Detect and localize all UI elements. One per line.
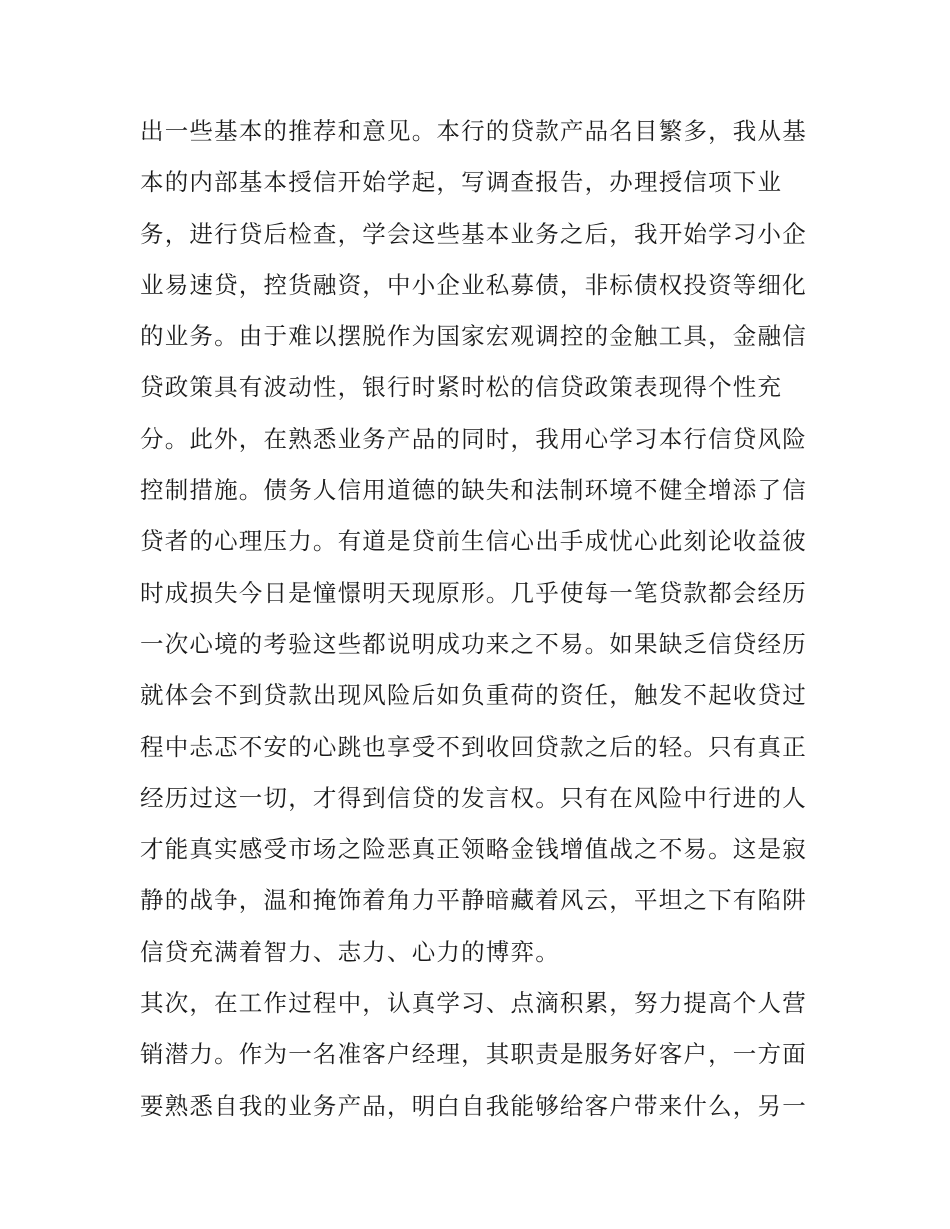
text-line: 才能真实感受市场之险恶真正领略金钱增值战之不易。这是寂 — [140, 835, 807, 864]
body-text — [140, 106, 820, 1132]
text-line: 静的战争，温和掩饰着角力平静暗藏着风云，平坦之下有陷阱 — [140, 886, 807, 915]
text-line: 其次，在工作过程中，认真学习、点滴积累，努力提高个人营 — [140, 989, 807, 1018]
text-line: 业易速贷，控货融资，中小企业私募债，非标债权投资等细化 — [140, 270, 807, 299]
text-line: 销潜力。作为一名准客户经理，其职责是服务好客户，一方面 — [140, 1040, 807, 1069]
text-line: 程中忐忑不安的心跳也享受不到收回贷款之后的轻。只有真正 — [140, 732, 807, 761]
text-line: 就体会不到贷款出现风险后如负重荷的资任，触发不起收贷过 — [140, 681, 807, 710]
text-line: 出一些基本的推荐和意见。本行的贷款产品名目繁多，我从基 — [140, 117, 807, 145]
text-line: 要熟悉自我的业务产品，明白自我能够给客户带来什么，另一 — [140, 1091, 807, 1120]
text-line: 务，进行贷后检查，学会这些基本业务之后，我开始学习小企 — [140, 219, 807, 248]
text-line: 贷者的心理压力。有道是贷前生信心出手成忧心此刻论收益彼 — [140, 527, 807, 556]
text-line: 本的内部基本授信开始学起，写调查报告，办理授信项下业 — [140, 168, 783, 197]
text-line: 控制措施。债务人信用道德的缺失和法制环境不健全增添了信 — [140, 476, 807, 505]
text-line: 分。此外，在熟悉业务产品的同时，我用心学习本行信贷风险 — [140, 424, 807, 453]
text-line: 经历过这一切，才得到信贷的发言权。只有在风险中行进的人 — [140, 783, 807, 812]
text-line: 信贷充满着智力、志力、心力的博弈。 — [140, 937, 560, 966]
text-line: 的业务。由于难以摆脱作为国家宏观调控的金触工具，金融信 — [140, 322, 807, 351]
text-line: 时成损失今日是憧憬明天现原形。几乎使每一笔贷款都会经历 — [140, 578, 807, 607]
text-line: 一次心境的考验这些都说明成功来之不易。如果缺乏信贷经历 — [140, 629, 807, 658]
text-line: 贷政策具有波动性，银行时紧时松的信贷政策表现得个性充 — [140, 373, 783, 402]
